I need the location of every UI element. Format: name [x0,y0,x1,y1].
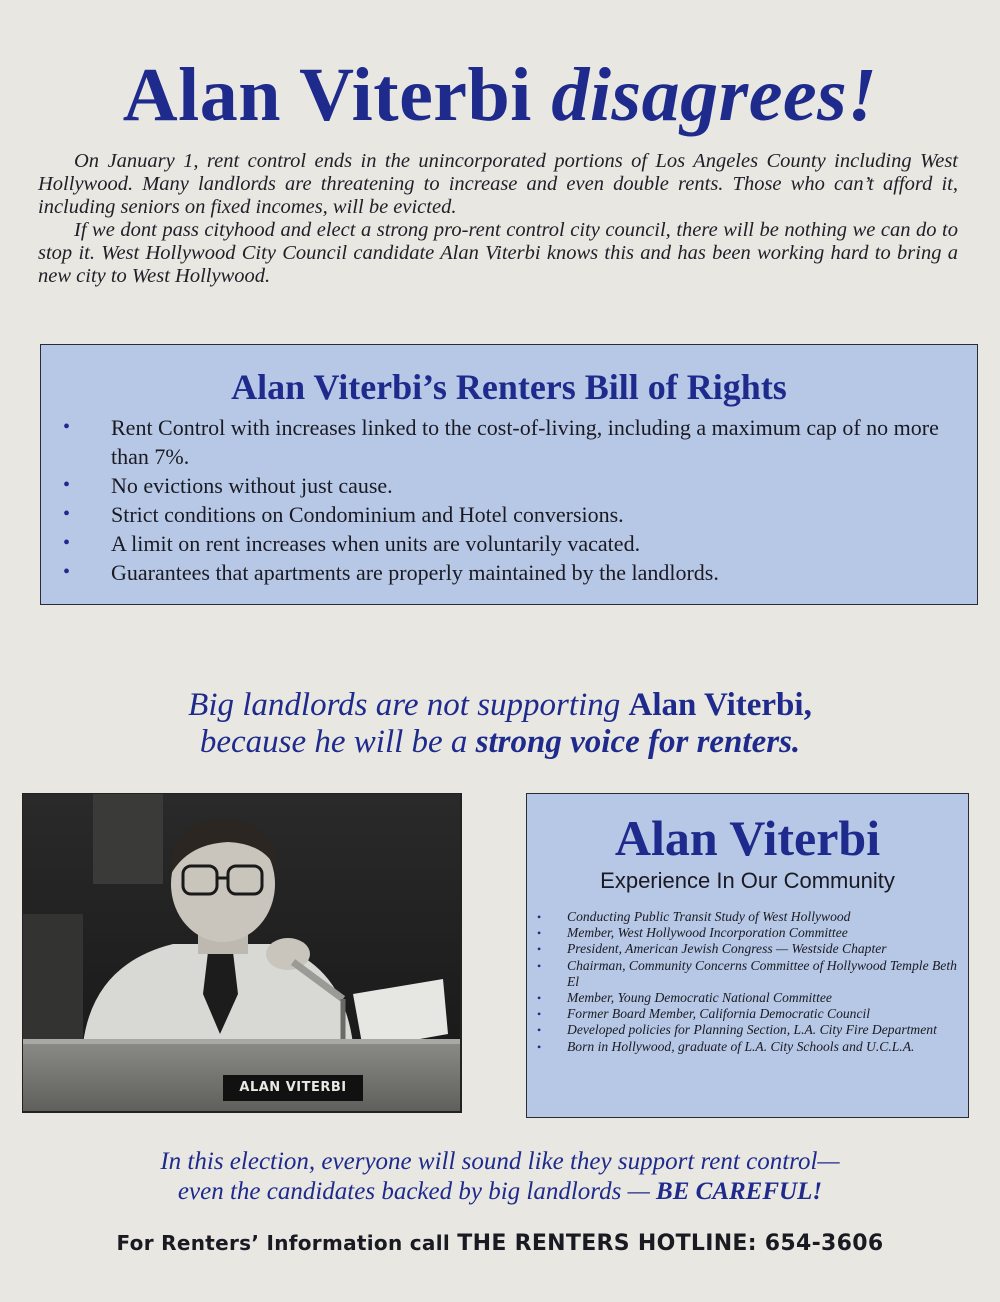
list-item: • Member, West Hollywood Incorporation Committee [537,925,848,941]
bullet-icon: • [537,926,542,941]
list-item: • Former Board Member, California Democratic Council [537,1006,871,1022]
bill-of-rights-box [40,344,978,605]
list-item: • Strict conditions on Condominium and Hotel conversions. [63,502,624,527]
hotline-number: THE RENTERS HOTLINE: 654-3606 [457,1231,884,1256]
bullet-icon: • [537,910,542,924]
headline-emphasis: disagrees! [551,53,878,137]
bullet-icon: • [63,474,71,496]
bullet-icon: • [537,1007,542,1022]
list-item: • Member, Young Democratic National Committee [537,990,832,1006]
list-item: • Rent Control with increases linked to the cost-of-living, including a maximum cap of no more than 7%. [63,415,939,469]
hotline [0,1230,1000,1257]
bullet-icon: • [63,561,71,583]
bullet-icon: • [537,1023,542,1038]
intro-paragraph-2: If we dont pass cityhood and elect a strong pro-rent control city council, there will be nothing we can do to stop it. West Hollywood City Council candidate Alan Viterbi knows this and has been working hard to bring a new city to West Hollywood. [38,219,958,287]
slogan-strong: strong voice for renters. [475,724,801,760]
nameplate: ALAN VITERBI [239,1080,347,1095]
bio-name: Alan Viterbi [614,810,881,866]
list-item: • Guarantees that apartments are properly maintained by the landlords. [63,560,719,585]
bullet-icon: • [537,991,542,1006]
bio-list [537,909,957,1055]
bullet-icon: • [537,942,542,957]
warning-line-2: even the candidates backed by big landlords — BE CAREFUL! [177,1178,823,1205]
bullet-icon: • [63,503,71,525]
list-item: • President, American Jewish Congress — Westside Chapter [537,941,887,957]
hotline-prefix: For Renters’ Information call [116,1231,458,1255]
list-item: • No evictions without just cause. [63,473,393,498]
candidate-photo [22,793,462,1113]
bullet-icon: • [63,532,71,554]
bullet-icon: • [537,958,542,973]
warning [0,1147,1000,1207]
list-item: • Chairman, Community Concerns Committee of Hollywood Temple Beth El [537,957,957,989]
bio-subtitle: Experience In Our Community [600,868,895,893]
bullet-icon: • [537,1039,542,1054]
list-item: • Conducting Public Transit Study of West Hollywood [537,909,851,924]
intro-text [38,150,958,288]
list-item: • A limit on rent increases when units are voluntarily vacated. [63,531,641,556]
slogan: Big landlords are not supporting Alan Viterbi, because he will be a strong voice for renters. [188,687,812,760]
bill-of-rights-list [61,413,951,587]
bullet-icon: • [63,416,71,438]
bio-box [526,793,969,1118]
intro-paragraph-1: On January 1, rent control ends in the unincorporated portions of Los Angeles County including West Hollywood. Many landlords are threatening to increase and even double rents. Those who can’t afford it, including seniors on fixed incomes, will be evicted. [38,150,958,218]
warning-line-1: In this election, everyone will sound like they support rent control— [160,1148,840,1175]
headline [0,52,1000,138]
bill-of-rights-title: Alan Viterbi’s Renters Bill of Rights [231,367,787,407]
list-item: • Developed policies for Planning Section, L.A. City Fire Department [537,1022,937,1038]
warning-emphasis: BE CAREFUL! [656,1178,823,1205]
list-item: • Born in Hollywood, graduate of L.A. City Schools and U.C.L.A. [537,1038,915,1054]
slogan-name: Alan Viterbi, [628,687,812,723]
headline-name: Alan Viterbi [122,53,532,137]
